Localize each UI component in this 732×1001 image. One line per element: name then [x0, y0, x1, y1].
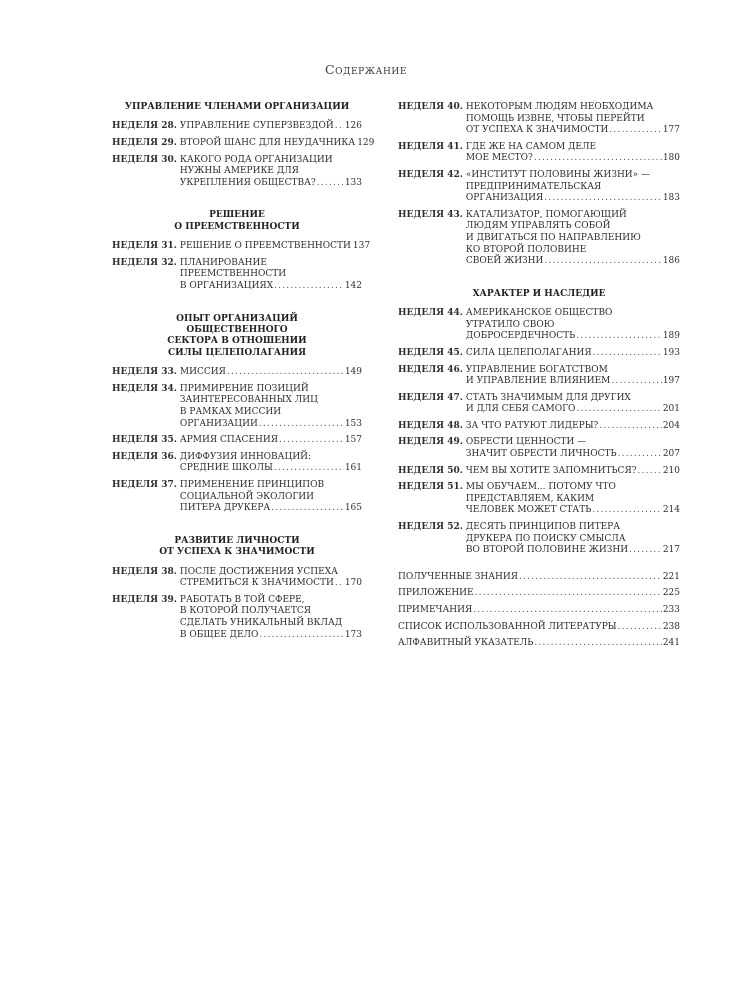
page-number: 180	[662, 153, 680, 164]
entry-title-line: И ДЛЯ СЕБЯ САМОГО	[465, 404, 576, 415]
toc-entry[interactable]	[398, 210, 680, 268]
entry-title-line: В ОБЩЕЕ ДЕЛО	[179, 629, 259, 640]
entry-title-last-line	[398, 622, 680, 634]
page-number: 173	[344, 629, 362, 640]
entry-title-line: ГДЕ ЖЕ НА САМОМ ДЕЛЕ	[465, 141, 597, 152]
page-number: 189	[662, 331, 680, 342]
entry-title-last-line	[180, 578, 362, 590]
dot-leader	[534, 153, 662, 165]
week-label: НЕДЕЛЯ 44.	[398, 308, 463, 319]
dot-leader	[592, 505, 662, 517]
entry-title-last-line	[466, 376, 680, 388]
week-label: НЕДЕЛЯ 31.	[112, 241, 177, 252]
entry-title-line: ДОБРОСЕРДЕЧНОСТЬ	[465, 331, 576, 342]
entry-title	[180, 480, 362, 515]
toc-entry[interactable]	[112, 384, 362, 430]
week-label: НЕДЕЛЯ 32.	[112, 257, 177, 268]
dot-leader	[576, 404, 661, 416]
toc-right-column	[398, 102, 680, 655]
entry-title-line: УТРАТИЛО СВОЮ	[465, 319, 555, 330]
dot-leader	[335, 121, 344, 133]
section-gap	[398, 562, 680, 572]
entry-title-line: ПОМОЩЬ ИЗВНЕ, ЧТОБЫ ПЕРЕЙТИ	[465, 113, 645, 124]
entry-title-last-line	[179, 241, 371, 253]
entry-title-line: ОРГАНИЗАЦИЯ	[465, 193, 544, 204]
entry-title-line: ПРИМЕЧАНИЯ	[398, 605, 473, 615]
week-label: НЕДЕЛЯ 40.	[398, 102, 463, 112]
section-gap	[112, 194, 362, 210]
dot-leader	[259, 419, 344, 431]
entry-title-line: «ИНСТИТУТ ПОЛОВИНЫ ЖИЗНИ» —	[465, 169, 651, 180]
entry-title-last-line	[180, 367, 362, 379]
entry-title-line: И ДВИГАТЬСЯ ПО НАПРАВЛЕНИЮ	[465, 232, 641, 243]
toc-entry[interactable]	[112, 567, 362, 590]
page-number: 197	[662, 376, 680, 387]
entry-title-last-line	[180, 503, 362, 515]
entry-title-last-line	[180, 121, 362, 133]
page-number: 170	[344, 578, 362, 589]
toc-entry[interactable]	[398, 308, 680, 343]
entry-title-last-line	[398, 572, 680, 584]
entry-title-line: МЫ ОБУЧАЕМ... ПОТОМУ ЧТО	[465, 482, 616, 493]
week-label: НЕДЕЛЯ 52.	[398, 522, 463, 533]
entry-title-line: СДЕЛАТЬ УНИКАЛЬНЫЙ ВКЛАД	[179, 617, 343, 628]
toc-entry[interactable]	[398, 588, 680, 600]
week-label: НЕДЕЛЯ 43.	[398, 209, 463, 220]
toc-entry[interactable]	[398, 605, 680, 617]
dot-leader	[618, 622, 662, 634]
entry-title	[180, 155, 362, 190]
entry-title-line: СВОЕЙ ЖИЗНИ	[465, 256, 544, 267]
entry-title-line: ЧЕМ ВЫ ХОТИТЕ ЗАПОМНИТЬСЯ?	[465, 465, 637, 476]
entry-title-last-line	[179, 138, 375, 150]
entry-title	[180, 258, 362, 293]
entry-title-line: ПЛАНИРОВАНИЕ	[179, 257, 267, 268]
week-label: НЕДЕЛЯ 35.	[112, 435, 177, 446]
dot-leader	[629, 545, 662, 557]
entry-title-line: В ОРГАНИЗАЦИЯХ	[179, 280, 274, 291]
toc-left-column	[112, 102, 375, 646]
entry-title	[466, 102, 680, 137]
week-label: НЕДЕЛЯ 47.	[398, 392, 463, 403]
toc-entry[interactable]	[398, 638, 680, 650]
entry-title-line: ДИФФУЗИЯ ИННОВАЦИЙ:	[179, 451, 312, 462]
week-label: НЕДЕЛЯ 50.	[398, 465, 463, 476]
entry-title-line: ЗАИНТЕРЕСОВАННЫХ ЛИЦ	[179, 395, 318, 406]
entry-title-line: ДРУКЕРА ПО ПОИСКУ СМЫСЛА	[465, 533, 626, 544]
entry-title	[466, 482, 680, 517]
dot-leader	[611, 376, 661, 388]
page-number: 161	[344, 463, 362, 474]
entry-title-last-line	[180, 630, 362, 642]
page-number: 221	[662, 571, 680, 582]
page-number: 217	[662, 545, 680, 556]
entry-title	[466, 393, 680, 416]
section-title-line: СИЛЫ ЦЕЛЕПОЛАГАНИЯ	[167, 347, 307, 358]
dot-leader	[519, 572, 662, 584]
entry-title-line: РАБОТАТЬ В ТОЙ СФЕРЕ,	[179, 594, 305, 605]
page-number: 142	[344, 280, 362, 291]
dot-leader	[473, 605, 662, 617]
entry-title	[466, 365, 680, 388]
entry-title-line: В КОТОРОЙ ПОЛУЧАЕТСЯ	[179, 606, 312, 617]
entry-title-last-line	[398, 588, 680, 600]
entry-title-last-line	[398, 638, 680, 650]
dot-leader	[544, 193, 662, 205]
dot-leader	[593, 348, 662, 360]
entry-title	[466, 210, 680, 268]
dot-leader	[534, 638, 661, 650]
entry-title-last-line	[466, 193, 680, 205]
dot-leader	[576, 331, 662, 343]
entry-title-last-line	[466, 256, 680, 268]
entry-title	[398, 622, 680, 634]
dot-leader	[274, 281, 344, 293]
entry-title	[180, 452, 362, 475]
toc-entry[interactable]	[112, 121, 362, 133]
toc-entry[interactable]	[398, 393, 680, 416]
entry-title-line: АЛФАВИТНЫЙ УКАЗАТЕЛЬ	[398, 638, 534, 649]
entry-title-line: ОБРЕСТИ ЦЕННОСТИ —	[465, 437, 587, 448]
page-number: 193	[662, 347, 680, 358]
week-label: НЕДЕЛЯ 48.	[398, 420, 463, 431]
entry-title-line: УКРЕПЛЕНИЯ ОБЩЕСТВА?	[179, 177, 316, 188]
entry-title-line: ОРГАНИЗАЦИИ	[179, 418, 258, 429]
toc-entry[interactable]	[398, 522, 680, 557]
toc-entry[interactable]	[398, 572, 680, 584]
entry-title	[398, 638, 680, 650]
entry-title-line: СОЦИАЛЬНОЙ ЭКОЛОГИИ	[179, 491, 314, 502]
toc-entry[interactable]	[398, 437, 680, 460]
dot-leader	[618, 449, 662, 461]
page-number: 126	[344, 121, 362, 132]
entry-title-line: ЗНАЧИТ ОБРЕСТИ ЛИЧНОСТЬ	[465, 449, 617, 460]
toc-entry[interactable]	[398, 466, 680, 478]
week-label: НЕДЕЛЯ 42.	[398, 169, 463, 180]
page-number: 214	[662, 505, 680, 516]
entry-title-last-line	[180, 463, 362, 475]
week-label: НЕДЕЛЯ 49.	[398, 437, 463, 448]
entry-title-line: КАКОГО РОДА ОРГАНИЗАЦИИ	[179, 154, 333, 165]
entry-title	[466, 142, 680, 165]
toc-entry[interactable]	[398, 482, 680, 517]
week-label: НЕДЕЛЯ 34.	[112, 383, 177, 394]
section-title-line: ХАРАКТЕР И НАСЛЕДИЕ	[472, 288, 606, 299]
page-number: 233	[662, 605, 680, 615]
entry-title-line: НУЖНЫ АМЕРИКЕ ДЛЯ	[179, 166, 299, 177]
entry-title-line: ПИТЕРА ДРУКЕРА	[179, 503, 271, 514]
entry-title	[180, 384, 362, 430]
entry-title-line: ВО ВТОРОЙ ПОЛОВИНЕ ЖИЗНИ	[465, 545, 629, 556]
entry-title-line: ПРИМИРЕНИЕ ПОЗИЦИЙ	[179, 383, 309, 394]
entry-title-last-line	[466, 348, 680, 360]
toc-entry[interactable]	[112, 480, 362, 515]
entry-title	[180, 121, 362, 133]
entry-title	[180, 367, 362, 379]
week-label: НЕДЕЛЯ 33.	[112, 367, 177, 378]
entry-title	[466, 522, 680, 557]
entry-title-line: АМЕРИКАНСКОЕ ОБЩЕСТВО	[465, 308, 613, 319]
section-title-line: ОТ УСПЕХА К ЗНАЧИМОСТИ	[159, 547, 315, 558]
page-number: 186	[662, 256, 680, 267]
toc-entry[interactable]	[398, 170, 680, 205]
entry-title-line: ПОСЛЕ ДОСТИЖЕНИЯ УСПЕХА	[179, 566, 338, 577]
entry-title-last-line	[180, 178, 362, 190]
page-number: 137	[352, 241, 371, 252]
entry-title-last-line	[466, 505, 680, 517]
section-gap	[398, 273, 680, 289]
section-title	[398, 289, 680, 300]
entry-title-last-line	[180, 281, 362, 293]
dot-leader	[475, 588, 662, 600]
toc-entry[interactable]	[112, 258, 362, 293]
entry-title	[466, 348, 680, 360]
page-number: 157	[344, 435, 362, 446]
entry-title-line: ЧЕЛОВЕК МОЖЕТ СТАТЬ	[465, 505, 592, 516]
entry-title-line: ПРИМЕНЕНИЕ ПРИНЦИПОВ	[179, 479, 325, 490]
entry-title	[180, 567, 362, 590]
toc-entry[interactable]	[398, 365, 680, 388]
entry-title-line: ЗА ЧТО РАТУЮТ ЛИДЕРЫ?	[465, 420, 599, 431]
entry-title-last-line	[466, 125, 680, 137]
entry-title-last-line	[398, 605, 680, 617]
entry-title-line: ПРЕДСТАВЛЯЕМ, КАКИМ	[465, 493, 595, 504]
toc-entry[interactable]	[112, 452, 362, 475]
entry-title-last-line	[180, 435, 362, 447]
section-title-line: УПРАВЛЕНИЕ ЧЛЕНАМИ ОРГАНИЗАЦИИ	[124, 102, 350, 112]
entry-title	[466, 308, 680, 343]
entry-title-line: КО ВТОРОЙ ПОЛОВИНЕ	[465, 244, 587, 255]
entry-title-line: СИЛА ЦЕЛЕПОЛАГАНИЯ	[465, 347, 592, 358]
dot-leader	[544, 256, 661, 268]
dot-leader	[274, 463, 344, 475]
toc-entry[interactable]	[398, 102, 680, 137]
toc-entry[interactable]	[112, 155, 362, 190]
dot-leader	[227, 367, 344, 379]
section-title-line: ОБЩЕСТВЕННОГО	[186, 324, 288, 335]
toc-entry[interactable]	[112, 595, 362, 641]
entry-title-line: МОЕ МЕСТО?	[465, 153, 533, 164]
entry-title-last-line	[466, 449, 680, 461]
entry-title	[180, 595, 362, 641]
page-number: 129	[357, 138, 375, 148]
entry-title	[466, 466, 680, 478]
toc-entry[interactable]	[112, 367, 362, 379]
dot-leader	[609, 125, 662, 137]
entry-title-last-line	[466, 404, 680, 416]
section-title-line: СЕКТОРА В ОТНОШЕНИИ	[167, 336, 307, 347]
entry-title-line: ПОЛУЧЕННЫЕ ЗНАНИЯ	[398, 571, 518, 582]
toc-entry[interactable]	[112, 241, 371, 253]
section-title	[112, 314, 362, 360]
page-number: 153	[344, 418, 362, 429]
dot-leader	[271, 503, 344, 515]
entry-title-last-line	[466, 153, 680, 165]
entry-title-line: СТРЕМИТЬСЯ К ЗНАЧИМОСТИ	[179, 578, 334, 589]
page-number: 241	[662, 638, 680, 649]
entry-title-last-line	[180, 419, 362, 431]
section-title	[112, 102, 362, 113]
page-number: 207	[662, 449, 680, 460]
entry-title-line: СТАТЬ ЗНАЧИМЫМ ДЛЯ ДРУГИХ	[465, 392, 631, 403]
week-label: НЕДЕЛЯ 30.	[112, 154, 177, 165]
week-label: НЕДЕЛЯ 46.	[398, 364, 463, 375]
page-number: 204	[662, 420, 680, 431]
entry-title-line: ПРИЛОЖЕНИЕ	[398, 588, 474, 599]
page-number: 238	[662, 621, 680, 632]
entry-title-line: ВТОРОЙ ШАНС ДЛЯ НЕУДАЧНИКА	[179, 138, 356, 148]
toc-entry[interactable]	[398, 622, 680, 634]
section-gap	[112, 520, 362, 536]
week-label: НЕДЕЛЯ 36.	[112, 451, 177, 462]
entry-title	[466, 421, 680, 433]
dot-leader	[279, 435, 344, 447]
entry-title-line: ДЕСЯТЬ ПРИНЦИПОВ ПИТЕРА	[465, 522, 621, 533]
entry-title	[179, 138, 375, 150]
entry-title-line: АРМИЯ СПАСЕНИЯ	[179, 435, 278, 446]
week-label: НЕДЕЛЯ 41.	[398, 141, 463, 152]
page-number: 165	[344, 503, 362, 514]
section-gap	[112, 298, 362, 314]
section-title	[112, 536, 362, 559]
section-title-line: РЕШЕНИЕ	[209, 210, 265, 221]
entry-title-line: ОТ УСПЕХА К ЗНАЧИМОСТИ	[465, 125, 609, 136]
entry-title-line: В РАМКАХ МИССИИ	[179, 406, 282, 417]
entry-title-line: СПИСОК ИСПОЛЬЗОВАННОЙ ЛИТЕРАТУРЫ	[398, 621, 617, 632]
section-title-line: РАЗВИТИЕ ЛИЧНОСТИ	[174, 535, 300, 546]
toc-entry[interactable]	[398, 142, 680, 165]
entry-title	[398, 588, 680, 600]
dot-leader	[259, 630, 343, 642]
week-label: НЕДЕЛЯ 51.	[398, 482, 463, 493]
entry-title-line: СРЕДНИЕ ШКОЛЫ	[179, 463, 273, 474]
dot-leader	[335, 578, 344, 590]
page-number: 183	[662, 193, 680, 204]
week-label: НЕДЕЛЯ 28.	[112, 121, 177, 132]
week-label: НЕДЕЛЯ 37.	[112, 479, 177, 490]
entry-title	[398, 572, 680, 584]
toc-entry[interactable]	[112, 138, 375, 150]
week-label: НЕДЕЛЯ 29.	[112, 138, 177, 148]
entry-title-line: КАТАЛИЗАТОР, ПОМОГАЮЩИЙ	[465, 209, 627, 220]
page-number: 149	[344, 367, 362, 378]
section-title-line: ОПЫТ ОРГАНИЗАЦИЙ	[176, 313, 298, 324]
entry-title-line: УПРАВЛЕНИЕ БОГАТСТВОМ	[465, 364, 608, 375]
dot-leader	[599, 421, 661, 433]
entry-title-line: ПРЕЕМСТВЕННОСТИ	[179, 269, 287, 280]
entry-title-line: УПРАВЛЕНИЕ СУПЕРЗВЕЗДОЙ	[179, 121, 334, 132]
dot-leader	[317, 178, 344, 190]
toc-entry[interactable]	[398, 348, 680, 360]
entry-title-line: ЛЮДЯМ УПРАВЛЯТЬ СОБОЙ	[465, 221, 611, 232]
entry-title-line: РЕШЕНИЕ О ПРЕЕМСТВЕННОСТИ	[179, 241, 351, 252]
page-number: 201	[662, 404, 680, 415]
entry-title-line: МИССИЯ	[179, 367, 226, 378]
week-label: НЕДЕЛЯ 45.	[398, 347, 463, 358]
dot-leader	[638, 466, 662, 478]
entry-title	[180, 435, 362, 447]
week-label: НЕДЕЛЯ 38.	[112, 566, 177, 577]
toc-entry[interactable]	[112, 435, 362, 447]
page-number: 210	[662, 465, 680, 476]
section-title-line: О ПРЕЕМСТВЕННОСТИ	[174, 221, 300, 232]
entry-title	[466, 170, 680, 205]
entry-title-last-line	[466, 331, 680, 343]
page-number: 133	[344, 177, 362, 188]
entry-title	[466, 437, 680, 460]
section-title	[112, 210, 362, 233]
page-number: 177	[662, 125, 680, 136]
entry-title-last-line	[466, 421, 680, 433]
entry-title-line: И УПРАВЛЕНИЕ ВЛИЯНИЕМ	[465, 376, 611, 387]
week-label: НЕДЕЛЯ 39.	[112, 594, 177, 605]
entry-title-last-line	[466, 466, 680, 478]
entry-title-line: НЕКОТОРЫМ ЛЮДЯМ НЕОБХОДИМА	[465, 102, 654, 112]
toc-entry[interactable]	[398, 421, 680, 433]
page-header: Содержание	[324, 62, 408, 77]
entry-title-last-line	[466, 545, 680, 557]
page-number: 225	[662, 588, 680, 599]
entry-title	[179, 241, 371, 253]
entry-title	[398, 605, 680, 617]
entry-title-line: ПРЕДПРИНИМАТЕЛЬСКАЯ	[465, 181, 602, 192]
